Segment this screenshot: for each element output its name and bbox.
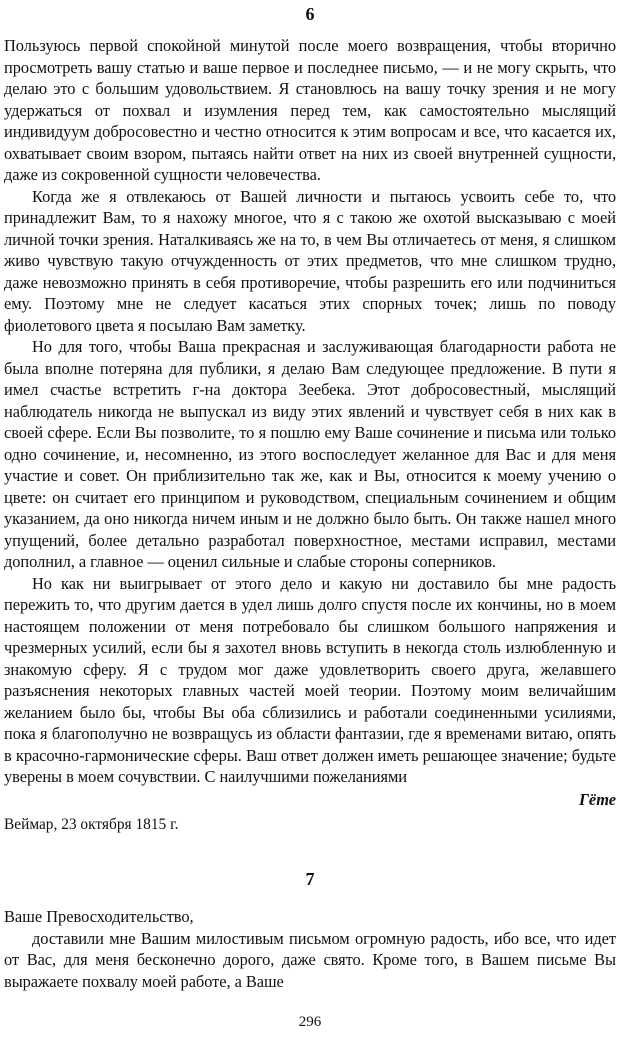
letter-7-body [4, 928, 616, 993]
signature-goethe: Гёте [579, 789, 616, 809]
page-number: 296 [298, 1014, 322, 1030]
letter-number-6: 6 [305, 4, 315, 24]
letter-6-body [4, 35, 616, 788]
book-page [4, 0, 616, 1038]
place-and-date: Веймар, 23 октября 1815 г. [4, 816, 179, 833]
paragraph: Когда же я отвлекаюсь от Вашей личности и пытаюсь усвоить себе то, что принадлежит Вам, то я нахожу многое, что я с такою же охотой высказываю с моей личной точки зрения. Наталкиваясь же на то, в чем Вы отличаетесь от меня, я слишком живо чувствую такую отчужденность от этих предметов, что мне слишком трудно, даже невозможно принять в себя противоречие, чтобы разрешить его или подчиниться ему. Поэтому мне не следует касаться этих спорных точек; лишь по поводу фиолетового цвета я посылаю Вам заметку. [4, 186, 616, 335]
paragraph: Пользуюсь первой спокойной минутой после моего возвращения, чтобы вторично просмотреть вашу статью и ваше первое и последнее письмо, — и не могу скрыть, что делаю это с большим удовольствием. Я становлюсь на вашу точку зрения и не могу удержаться от похвал и изумления перед тем, как самостоятельно мыслящий индивидуум добросовестно и честно относится к этим вопросам и все, что касается их, охватывает своим взором, пытаясь найти ответ на них из своей внутренней сущности, даже из сокровенной сущности человечества. [4, 36, 616, 184]
salutation: Ваше Превосходительство, [4, 907, 194, 926]
paragraph: Но для того, чтобы Ваша прекрасная и заслуживающая благодарности работа не была вполне потеряна для публики, я делаю Вам следующее предложение. В пути я имел счастье встретить г-на доктора Зеебека. Этот добросовестный, мыслящий наблюдатель никогда не выпускал из виду этих явлений и чувствует себя в них как в своей сфере. Если Вы позволите, то я пошлю ему Ваше сочинение и письма или только одно сочинение, и, несомненно, из этого воспоследует желанное для Вас и для меня участие и совет. Он приблизительно так же, как и Вы, относится к моему учению о цвете: он считает его принципом и руководством, специальным сочинением и общим указанием, да оно никогда ничем иным и не должно было быть. Он также нашел много упущений, более детально разработал поверхностное, местами исправил, местами дополнил, а главное — оценил сильные и слабые стороны соперников. [4, 337, 616, 571]
letter-number-7: 7 [305, 869, 315, 889]
paragraph: доставили мне Вашим милостивым письмом огромную радость, ибо все, что идет от Вас, для меня бесконечно дорого, даже свято. Кроме того, в Вашем письме Вы выражаете похвалу моей работе, а Ваше [4, 928, 616, 991]
paragraph: Но как ни выигрывает от этого дело и какую ни доставило бы мне радость пережить то, что другим дается в удел лишь долго спустя после их кончины, но в моем настоящем положении от меня потребовало бы слишком большого напряжения и чрезмерных усилий, если бы я захотел вновь вступить в некогда столь излюбленную и знакомую сферу. Я с трудом мог даже удовлетворить своего друга, желавшего разъяснения некоторых главных частей моей теории. Поэтому моим величайшим желанием было бы, чтобы Вы оба сблизились и работали соединенными усилиями, пока я благополучно не возвращусь из области фантазии, где я временами витаю, опять в красочно-гармонические сферы. Ваш ответ должен иметь решающее значение; будьте уверены в моем сочувствии. С наилучшими пожеланиями [4, 573, 616, 786]
